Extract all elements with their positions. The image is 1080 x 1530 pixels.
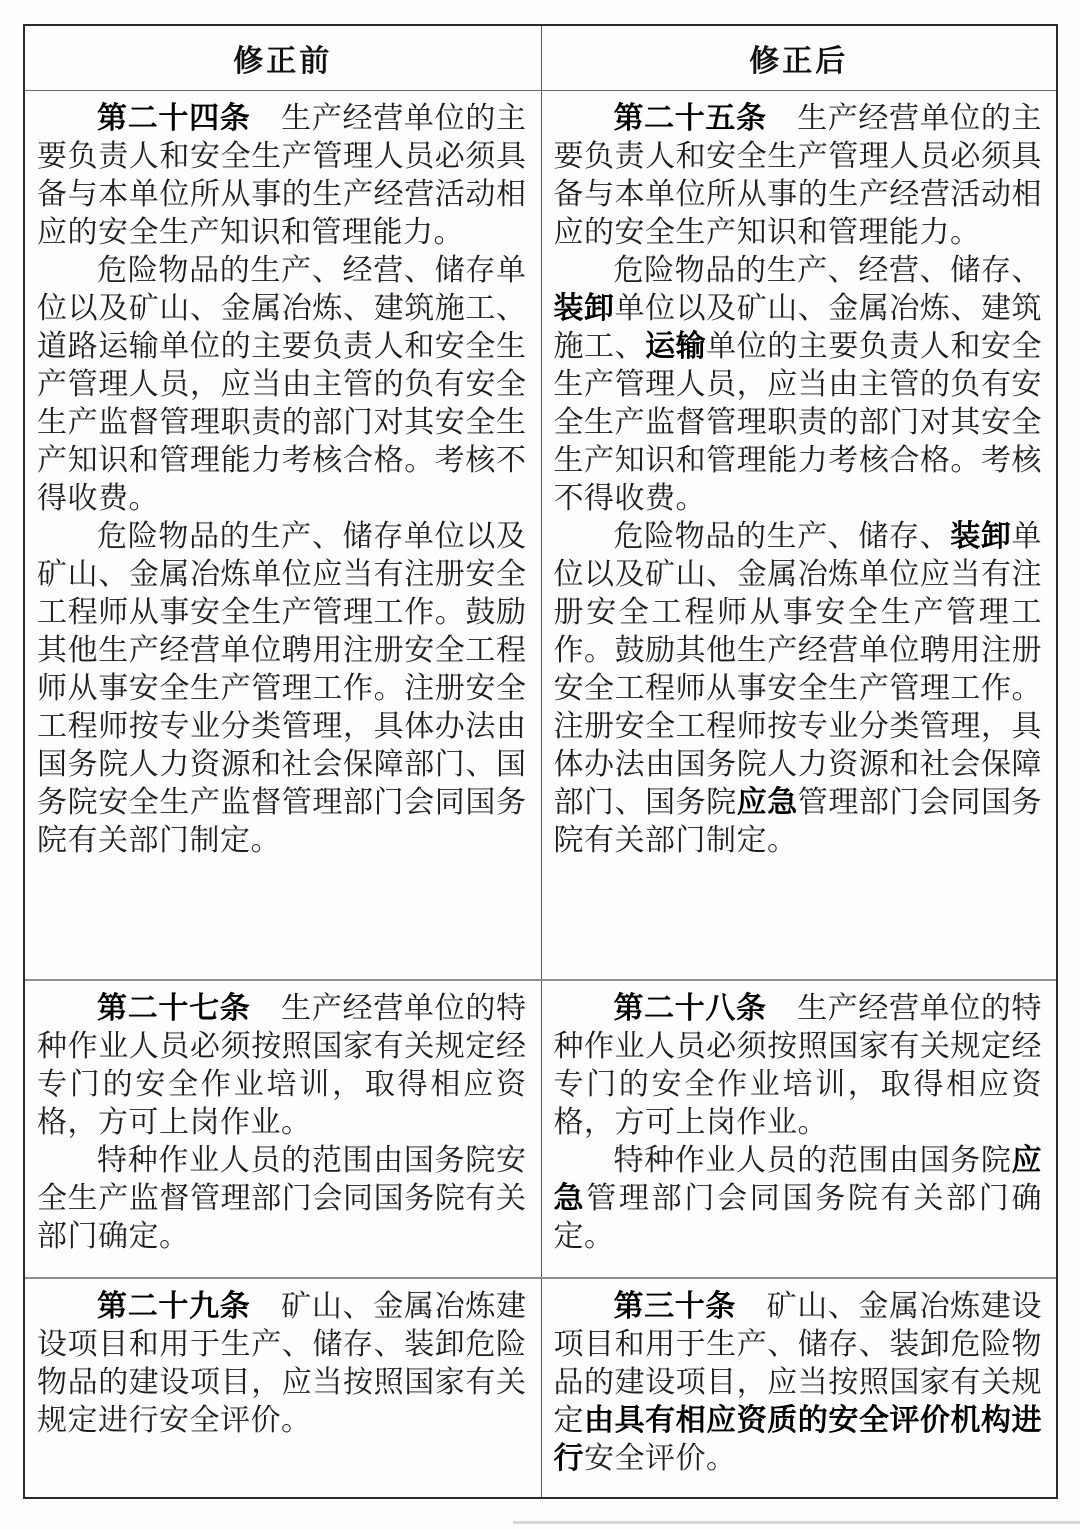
amended-text: 由具有相应资质的安全评价机构进行	[553, 1404, 1043, 1475]
amended-text: 装卸	[553, 292, 615, 325]
cell-row1-after	[541, 91, 1057, 979]
text-run: 矿山、金属冶炼建设项目和用于生产、储存、装卸危险物品的建设项目，应当按照国家有关规定	[553, 1290, 1043, 1437]
header-before: 修正前	[233, 45, 333, 78]
paragraph	[37, 1288, 527, 1440]
text-run: 特种作业人员的范围由国务院安全生产监督管理部门会同国务院有关部门确定。	[37, 1144, 527, 1253]
text-run: 安全评价。	[584, 1442, 737, 1475]
table-row	[25, 91, 1056, 979]
text-run: 管理部门会同国务院有关部门制定。	[553, 786, 1043, 857]
text-run: 生产经营单位的特种作业人员必须按照国家有关规定经专门的安全作业培训，取得相应资格，方可上岗作业。	[553, 992, 1043, 1139]
text-run: 危险物品的生产、经营、储存单位以及矿山、金属冶炼、建筑施工、道路运输单位的主要负责人和安全生产管理人员，应当由主管的负有安全生产监督管理职责的部门对其安全生产知识和管理能力考核合格。考核不得收费。	[37, 254, 527, 515]
paragraph	[554, 518, 1043, 860]
text-run: 矿山、金属冶炼建设项目和用于生产、储存、装卸危险物品的建设项目，应当按照国家有关规定进行安全评价。	[37, 1290, 527, 1437]
amended-text: 装卸	[950, 520, 1012, 553]
amended-text: 第二十八条	[613, 992, 767, 1025]
paragraph	[37, 990, 527, 1142]
text-run: 单位的主要负责人和安全生产管理人员，应当由主管的负有安全生产监督管理职责的部门对其安全生产知识和管理能力考核合格。考核不得收费。	[553, 330, 1043, 515]
paragraph	[37, 518, 527, 860]
text-run: 危险物品的生产、储存单位以及矿山、金属冶炼单位应当有注册安全工程师从事安全生产管理工作。鼓励其他生产经营单位聘用注册安全工程师从事安全生产管理工作。注册安全工程师按专业分类管理，具体办法由国务院人力资源和社会保障部门、国务院安全生产监督管理部门会同国务院有关部门制定。	[37, 520, 527, 857]
paragraph	[37, 100, 527, 252]
amended-text: 应急	[736, 786, 798, 819]
header-after: 修正后	[541, 26, 1057, 90]
table-row	[25, 979, 1056, 1277]
text-run: 单位以及矿山、金属冶炼单位应当有注册安全工程师从事安全生产管理工作。鼓励其他生产经营单位聘用注册安全工程师从事安全生产管理工作。注册安全工程师按专业分类管理，具体办法由国务院人力资源和社会保障部门、国务院	[553, 520, 1043, 819]
amended-text: 第二十七条	[97, 992, 251, 1025]
comparison-table	[23, 24, 1058, 1499]
paragraph	[37, 252, 527, 518]
paragraph	[554, 1288, 1043, 1478]
paragraph	[554, 252, 1043, 518]
table-row	[25, 1277, 1056, 1497]
text-run: 危险物品的生产、经营、储存、	[613, 254, 1042, 287]
text-run: 特种作业人员的范围由国务院	[613, 1144, 1012, 1177]
amended-text: 应急	[553, 1144, 1042, 1215]
text-run: 单位以及矿山、金属冶炼、建筑施工、	[553, 292, 1043, 363]
table-header-row	[25, 26, 1056, 91]
text-run: 生产经营单位的特种作业人员必须按照国家有关规定经专门的安全作业培训，取得相应资格，方可上岗作业。	[37, 992, 527, 1139]
paragraph	[554, 100, 1043, 252]
amended-text: 第二十四条	[97, 102, 251, 135]
text-run: 管理部门会同国务院有关部门确定。	[553, 1182, 1043, 1253]
paragraph	[554, 990, 1043, 1142]
cell-row3-after	[541, 1279, 1057, 1497]
cell-row3-before	[25, 1279, 541, 1497]
scan-artifact-line	[513, 1521, 1080, 1524]
cell-row2-before	[25, 981, 541, 1277]
amended-text: 第二十五条	[613, 102, 767, 135]
text-run: 生产经营单位的主要负责人和安全生产管理人员必须具备与本单位所从事的生产经营活动相应的安全生产知识和管理能力。	[553, 102, 1043, 249]
cell-row2-after	[541, 981, 1057, 1277]
amended-text: 运输	[645, 330, 707, 363]
paragraph	[554, 1142, 1043, 1256]
amended-text: 第三十条	[613, 1290, 736, 1323]
text-run: 生产经营单位的主要负责人和安全生产管理人员必须具备与本单位所从事的生产经营活动相应的安全生产知识和管理能力。	[37, 102, 527, 249]
paragraph	[37, 1142, 527, 1256]
cell-row1-before	[25, 91, 541, 979]
amended-text: 第二十九条	[97, 1290, 251, 1323]
text-run: 危险物品的生产、储存、	[613, 520, 951, 553]
